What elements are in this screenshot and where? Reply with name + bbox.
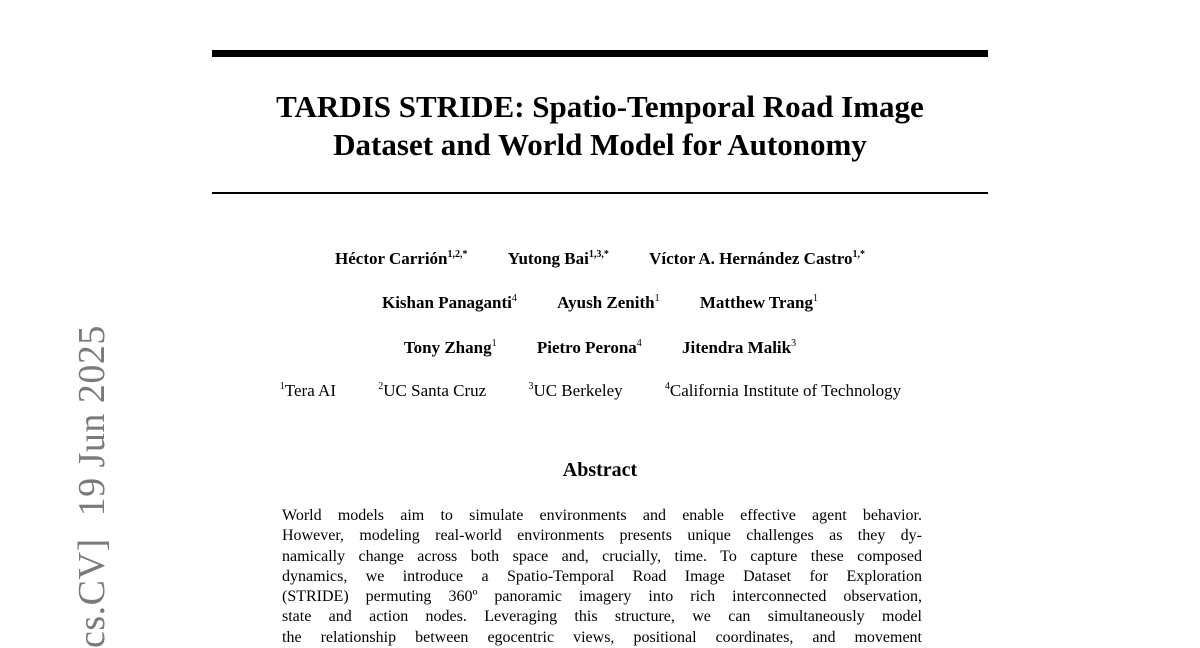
author-affiliation-mark: 1	[813, 293, 819, 304]
abstract-heading: Abstract	[562, 459, 638, 481]
author	[335, 249, 468, 269]
author-row	[212, 293, 988, 313]
arxiv-side-stamp	[73, 325, 111, 648]
author-affiliation-mark: 1,*	[852, 249, 865, 260]
abstract-body	[282, 506, 922, 648]
author-affiliation-mark: 1,2,*	[447, 249, 468, 260]
arxiv-date: 19 Jun 2025	[71, 325, 113, 517]
author-name: Héctor Carrión	[335, 249, 448, 268]
author-affiliation-mark: 1,3,*	[588, 249, 609, 260]
abstract-line: the relationship between egocentric views, positional coordinates, and movement	[282, 628, 922, 646]
abstract-line: World models aim to simulate environments and enable effective agent behavior.	[282, 507, 922, 524]
affiliation-name: California Institute of Technology	[669, 381, 902, 400]
author-name: Ayush Zenith	[557, 293, 655, 312]
affiliation-mark: 3	[528, 381, 534, 392]
author-name: Víctor A. Hernández Castro	[649, 249, 853, 268]
paper-title-line-1: TARDIS STRIDE: Spatio-Temporal Road Image	[276, 89, 924, 124]
affiliation-name: UC Berkeley	[533, 381, 623, 400]
author	[537, 338, 642, 358]
author	[700, 293, 818, 313]
author-name: Yutong Bai	[507, 249, 589, 268]
affiliation-name: Tera AI	[284, 381, 336, 400]
abstract-line: dynamics, we introduce a Spatio-Temporal Road Image Dataset for Exploration	[282, 567, 922, 585]
author-row	[212, 249, 988, 269]
author	[557, 293, 659, 313]
author-affiliation-mark: 4	[511, 293, 517, 304]
paper-title	[212, 88, 988, 164]
author-name: Matthew Trang	[699, 293, 814, 312]
author-name: Tony Zhang	[403, 338, 492, 357]
author-affiliation-mark: 3	[791, 338, 797, 349]
author	[508, 249, 609, 269]
abstract-line: However, modeling real-world environments presents unique challenges as they dy-	[282, 527, 922, 545]
affiliation	[665, 381, 901, 401]
author	[404, 338, 497, 358]
abstract-line: (STRIDE) permuting 360º panoramic imagery into rich interconnected observation,	[282, 588, 922, 606]
abstract-line: namically change across both space and, crucially, time. To capture these composed	[282, 547, 922, 565]
affiliation-name: UC Santa Cruz	[383, 381, 487, 400]
author	[382, 293, 517, 313]
arxiv-category: cs.CV]	[71, 538, 113, 648]
paper-title-line-2: Dataset and World Model for Autonomy	[333, 127, 867, 162]
author-affiliation-mark: 1	[654, 293, 660, 304]
author	[682, 338, 796, 358]
affiliation-mark: 1	[279, 381, 285, 392]
author-name: Kishan Panaganti	[381, 293, 512, 312]
title-bottom-rule	[212, 192, 988, 194]
author	[649, 249, 865, 269]
author-name: Jitendra Malik	[682, 338, 792, 357]
author-name: Pietro Perona	[536, 338, 637, 357]
author-affiliation-mark: 1	[491, 338, 497, 349]
affiliation	[280, 381, 336, 401]
author-affiliation-mark: 4	[636, 338, 642, 349]
abstract-line: state and action nodes. Leveraging this structure, we can simultaneously model	[282, 608, 922, 626]
affiliation-mark: 2	[378, 381, 384, 392]
author-row	[212, 338, 988, 358]
affiliations	[212, 381, 988, 401]
affiliation	[378, 381, 486, 401]
title-top-rule	[212, 50, 988, 57]
affiliation	[528, 381, 622, 401]
affiliation-mark: 4	[664, 381, 670, 392]
